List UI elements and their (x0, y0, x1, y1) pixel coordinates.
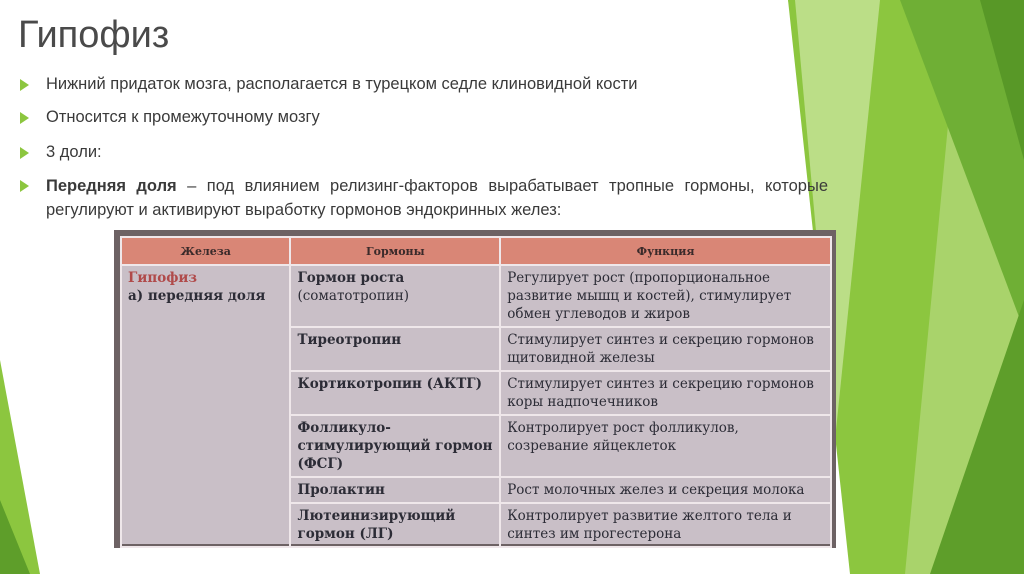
bullet-bold-term: Передняя доля (46, 177, 177, 195)
hormone-cell (290, 265, 500, 327)
slide-title: Гипофиз (18, 14, 170, 56)
function-cell: Контролирует рост фолликулов, созревание яйцеклеток (500, 415, 831, 477)
gland-name: Гипофиз (128, 270, 198, 286)
table-row (121, 265, 831, 327)
bullet-item (18, 174, 828, 222)
bullet-text: – под влиянием релизинг-факторов вырабатывает тропные гормоны, которые регулируют и активируют выработку гормонов эндокринных желез: (46, 177, 828, 219)
hormone-sub: (соматотропин) (297, 288, 410, 304)
hormone-name: Лютеинизирующий гормон (ЛГ) (297, 508, 456, 542)
header-function: Функция (500, 237, 831, 265)
bullet-arrow-icon (20, 180, 29, 192)
hormone-cell (290, 327, 500, 371)
bullet-item (18, 141, 102, 163)
hormone-cell (290, 477, 500, 503)
bullet-arrow-icon (20, 112, 29, 124)
hormone-cell (290, 371, 500, 415)
gland-cell (121, 265, 290, 547)
hormone-cell (290, 415, 500, 477)
gland-sub: а) передняя доля (128, 288, 266, 304)
hormone-cell (290, 503, 500, 547)
bullet-arrow-icon (20, 79, 29, 91)
hormone-name: Пролактин (297, 482, 385, 498)
bullet-arrow-icon (20, 147, 29, 159)
bullet-text: Нижний придаток мозга, располагается в турецком седле клиновидной кости (46, 75, 638, 93)
hormone-name: Кортикотропин (АКТГ) (297, 376, 483, 392)
header-hormones: Гормоны (290, 237, 500, 265)
bullet-text: 3 доли: (46, 143, 102, 161)
function-cell: Регулирует рост (пропорциональное развитие мышц и костей), стимулирует обмен углеводов и жиров (500, 265, 831, 327)
bullet-item (18, 106, 320, 128)
function-cell: Контролирует развитие желтого тела и синтез им прогестерона (500, 503, 831, 547)
function-cell: Рост молочных желез и секреция молока (500, 477, 831, 503)
hormone-table (120, 236, 832, 548)
hormone-name: Фолликуло-стимулирующий гормон (ФСГ) (297, 420, 493, 472)
table-header-row (121, 237, 831, 265)
table-paper (120, 236, 832, 544)
function-cell: Стимулирует синтез и секрецию гормонов щитовидной железы (500, 327, 831, 371)
bullet-item (18, 73, 637, 95)
function-cell: Стимулирует синтез и секрецию гормонов коры надпочечников (500, 371, 831, 415)
header-gland: Железа (121, 237, 290, 265)
bullet-text: Относится к промежуточному мозгу (46, 108, 320, 126)
hormone-name: Гормон роста (297, 270, 405, 286)
hormone-name: Тиреотропин (297, 332, 402, 348)
table-photo (114, 230, 836, 548)
